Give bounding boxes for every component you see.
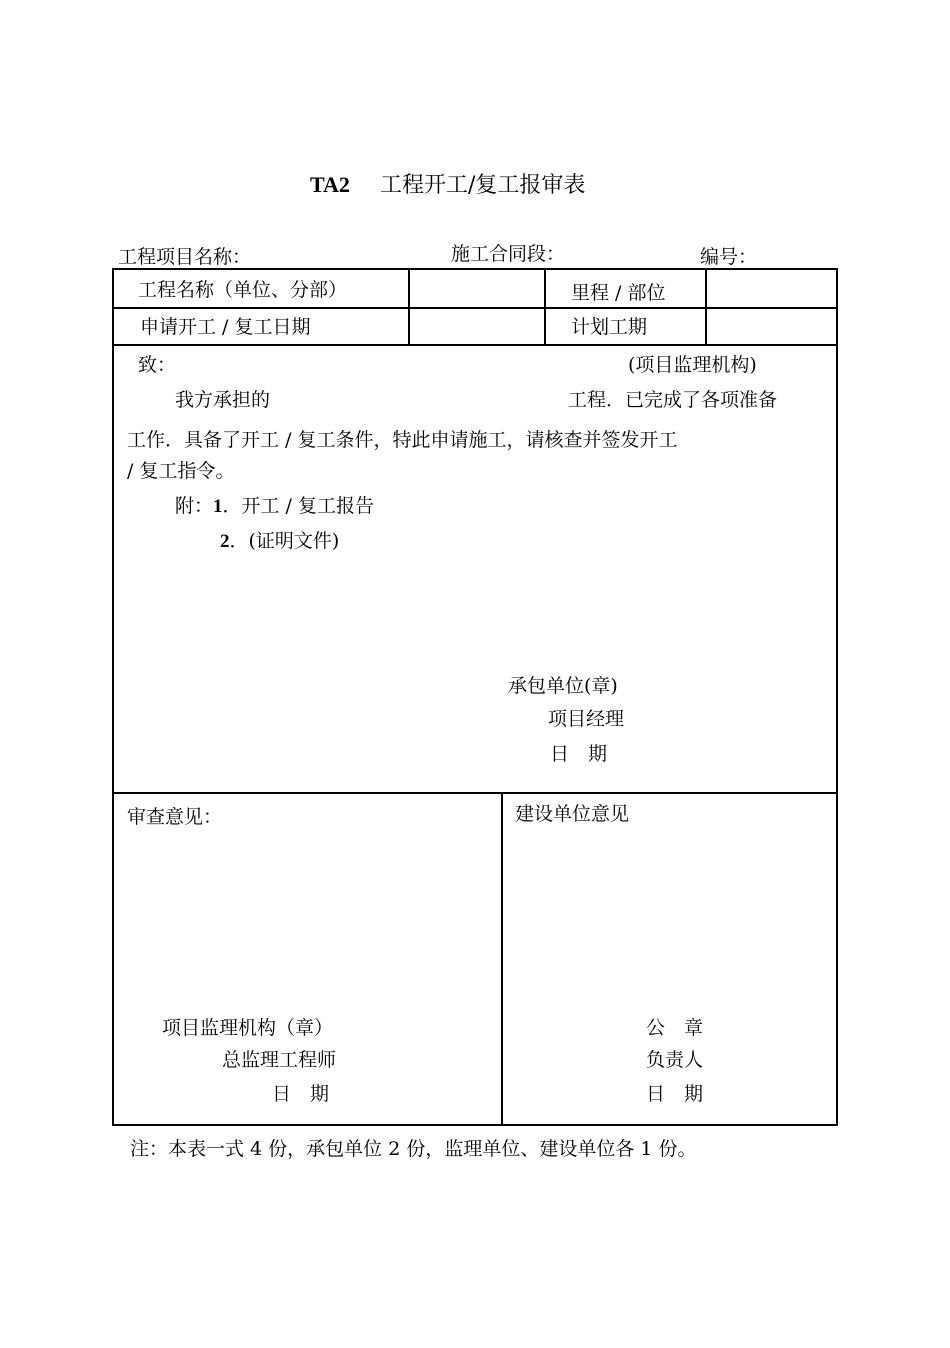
table-border-bottom xyxy=(112,1124,838,1126)
table-border-left xyxy=(112,268,114,1126)
table-border-top xyxy=(112,268,838,270)
form-title-text: 工程开工/复工报审表 xyxy=(379,173,586,198)
application-date-label: 日 期 xyxy=(550,743,608,765)
attach1-text: ．开工 / 复工报告 xyxy=(222,495,374,517)
supervisor-seal: 项目监理机构（章） xyxy=(162,1017,334,1039)
table-col-divider xyxy=(705,268,707,345)
application-line1-start: 我方承担的 xyxy=(175,389,271,411)
contractor-seal: 承包单位(章) xyxy=(508,675,618,697)
to-label: 致： xyxy=(138,354,177,376)
plan-period-field[interactable] xyxy=(714,313,829,339)
footnote: 注：本表一式 4 份，承包单位 2 份，监理单位、建设单位各 1 份。 xyxy=(130,1138,697,1160)
table-col-divider xyxy=(408,268,410,345)
project-manager-label: 项目经理 xyxy=(548,708,625,730)
attach2-num: 2 xyxy=(220,531,230,552)
owner-opinion-label: 建设单位意见 xyxy=(515,803,630,825)
mileage-label: 里程 / 部位 xyxy=(571,282,666,304)
responsible-person-label: 负责人 xyxy=(646,1049,704,1071)
attach2-text: ．(证明文件) xyxy=(229,530,340,552)
table-row-divider xyxy=(112,344,838,346)
chief-engineer-label: 总监理工程师 xyxy=(222,1049,337,1071)
review-date-label: 日 期 xyxy=(272,1083,330,1105)
project-unit-label: 工程名称（单位、分部） xyxy=(138,279,348,301)
table-row-divider xyxy=(112,792,838,794)
table-border-right xyxy=(836,268,838,1126)
attach-prefix: 附： xyxy=(175,495,214,517)
supervisor-org: (项目监理机构) xyxy=(628,354,757,376)
attachment-1 xyxy=(175,491,374,518)
attachment-2 xyxy=(220,526,339,553)
table-col-divider xyxy=(501,792,503,1126)
application-line3: / 复工指令。 xyxy=(127,460,235,482)
mileage-field[interactable] xyxy=(714,276,829,302)
owner-date-label: 日 期 xyxy=(646,1083,704,1105)
project-name-label: 工程项目名称： xyxy=(118,246,252,268)
plan-period-label: 计划工期 xyxy=(571,316,648,338)
table-row-divider xyxy=(112,307,838,309)
owner-seal: 公 章 xyxy=(646,1017,704,1039)
contract-section-label: 施工合同段： xyxy=(451,243,566,265)
form-code: TA2 xyxy=(310,172,350,197)
apply-date-field[interactable] xyxy=(418,313,538,339)
form-title xyxy=(310,168,585,199)
application-line2: 工作．具备了开工 / 复工条件，特此申请施工，请核查并签发开工 xyxy=(127,429,678,451)
application-line1-end: 工程．已完成了各项准备 xyxy=(568,389,778,411)
attach1-num: 1 xyxy=(213,496,223,517)
number-label: 编号： xyxy=(700,246,758,268)
table-col-divider xyxy=(544,268,546,345)
project-unit-field[interactable] xyxy=(418,276,538,302)
review-label: 审查意见： xyxy=(127,806,223,828)
apply-date-label: 申请开工 / 复工日期 xyxy=(140,316,311,338)
